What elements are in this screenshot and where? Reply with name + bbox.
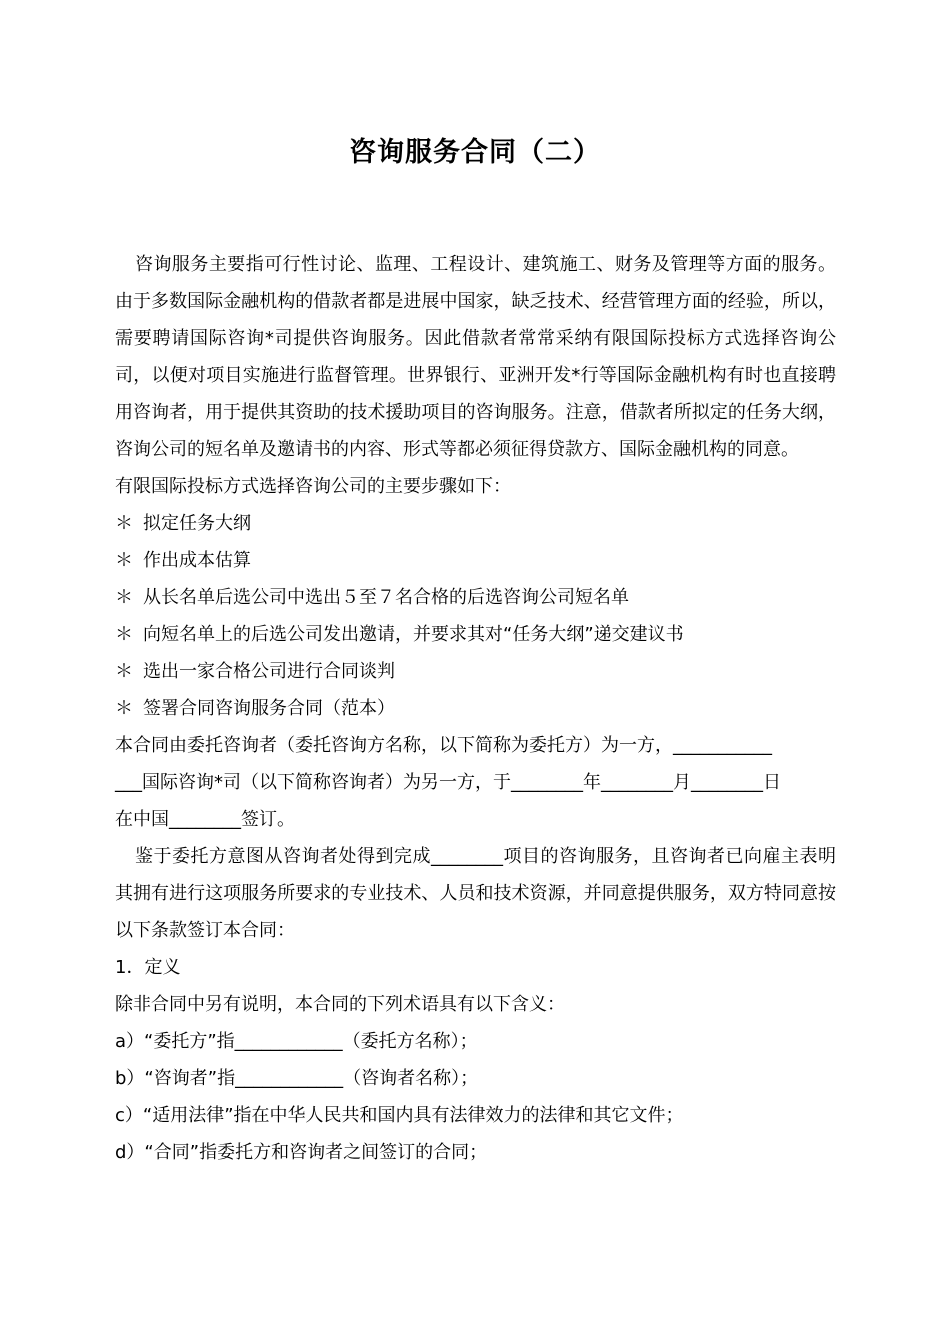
step-text: 签署合同咨询服务合同（范本）: [143, 698, 395, 719]
section-heading: 1．定义: [115, 957, 181, 978]
contract-parties-line-3: 在中国________签订。: [115, 809, 295, 830]
whereas-paragraph: 鉴于委托方意图从咨询者处得到完成________项目的咨询服务，且咨询者已向雇主表明其拥有进行这项服务所要求的专业技术、人员和技术资源，并同意提供服务，双方特同意按以下条款签订本合同：: [115, 846, 836, 941]
asterisk-icon: ＊: [115, 624, 133, 645]
definition-item: c）“适用法律”指在中华人民共和国内具有法律效力的法律和其它文件；: [115, 1105, 684, 1126]
list-item: [115, 579, 836, 616]
asterisk-icon: ＊: [115, 587, 133, 608]
asterisk-icon: ＊: [115, 661, 133, 682]
document-title: 咨询服务合同（二）: [349, 137, 601, 168]
asterisk-icon: ＊: [115, 550, 133, 571]
definition-item: d）“合同”指委托方和咨询者之间签订的合同；: [115, 1142, 488, 1163]
step-text: 拟定任务大纲: [143, 513, 251, 534]
contract-parties-line-1: 本合同由委托咨询者（委托咨询方名称，以下简称为委托方）为一方，___________: [115, 735, 772, 756]
definition-item: b）“咨询者”指____________（咨询者名称）；: [115, 1068, 479, 1089]
list-item: [115, 616, 836, 653]
intro-paragraph: 咨询服务主要指可行性讨论、监理、工程设计、建筑施工、财务及管理等方面的服务。由于多数国际金融机构的借款者都是进展中国家，缺乏技术、经营管理方面的经验，所以，需要聘请国际咨询*司提供咨询服务。因此借款者常常采纳有限国际投标方式选择咨询公司，以便对项目实施进行监督管理。世界银行、亚洲开发*行等国际金融机构有时也直接聘用咨询者，用于提供其资助的技术援助项目的咨询服务。注意，借款者所拟定的任务大纲，咨询公司的短名单及邀请书的内容、形式等都必须征得贷款方、国际金融机构的同意。: [115, 254, 836, 460]
document-body: [115, 246, 836, 1171]
step-text: 从长名单后选公司中选出５至７名合格的后选咨询公司短名单: [143, 587, 629, 608]
step-text: 选出一家合格公司进行合同谈判: [143, 661, 395, 682]
step-text: 向短名单上的后选公司发出邀请，并要求其对“任务大纲”递交建议书: [143, 624, 684, 645]
list-item: [115, 542, 836, 579]
asterisk-icon: ＊: [115, 698, 133, 719]
list-item: [115, 690, 836, 727]
definition-item: a）“委托方”指____________（委托方名称）；: [115, 1031, 478, 1052]
step-text: 作出成本估算: [143, 550, 251, 571]
steps-list: [115, 505, 836, 727]
steps-intro: 有限国际投标方式选择咨询公司的主要步骤如下：: [115, 476, 511, 497]
asterisk-icon: ＊: [115, 513, 133, 534]
contract-parties-line-2: ___国际咨询*司（以下简称咨询者）为另一方，于________年________月________日: [115, 772, 781, 793]
list-item: [115, 653, 836, 690]
definitions-list: [115, 1023, 836, 1171]
definitions-intro: 除非合同中另有说明，本合同的下列术语具有以下含义：: [115, 994, 565, 1015]
list-item: [115, 505, 836, 542]
